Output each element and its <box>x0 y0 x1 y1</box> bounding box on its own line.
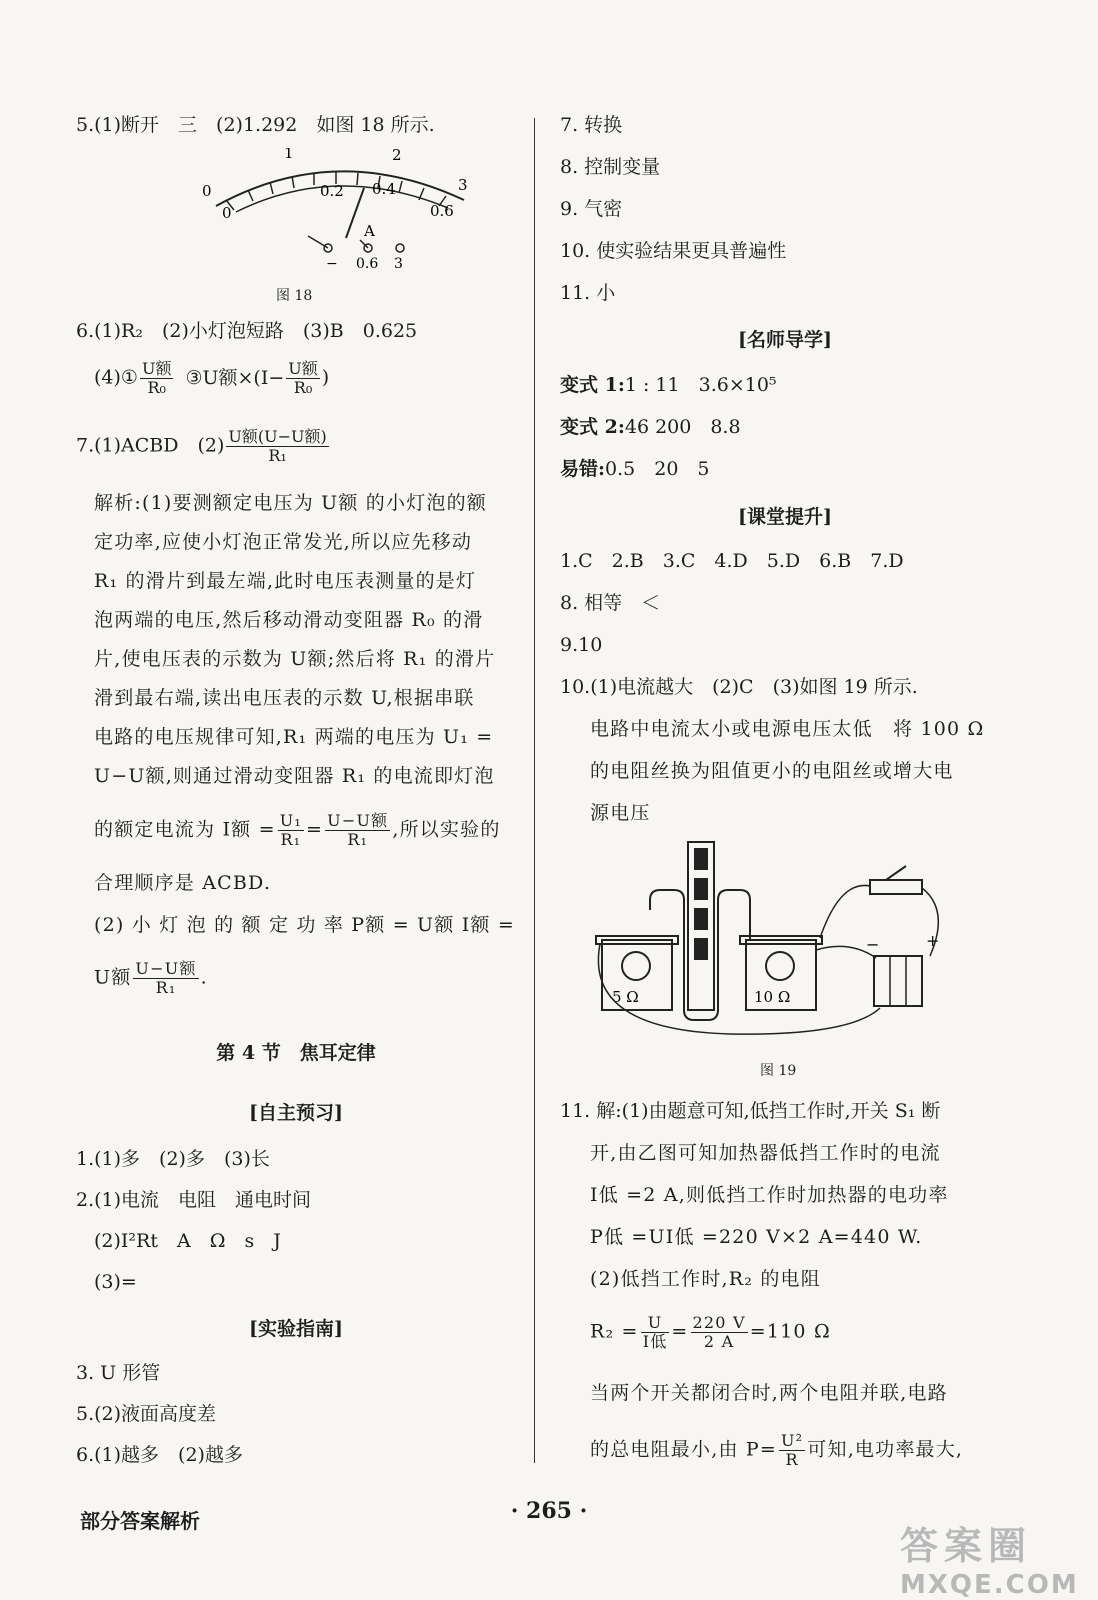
figure-19-caption: 图 19 <box>760 1063 797 1079</box>
heading-experiment: [实验指南] <box>249 1318 343 1340</box>
heading-class-improvement: [课堂提升] <box>738 506 832 528</box>
terminal-minus: − <box>326 256 338 272</box>
right-answer-9: 9. 气密 <box>560 198 623 220</box>
solution-11-line-5: (2)低挡工作时,R₂ 的电阻 <box>590 1268 821 1290</box>
analysis-equation-line: 的额定电流为 I额 = $\frac{\text{U₁}}{\text{R₁}}$ = $\frac{\text{U−U额}}{\text{R₁}}$ ,所以实验的 <box>94 811 501 849</box>
scale-label-small-0: 0 <box>222 204 232 222</box>
footer-section-label: 部分答案解析 <box>80 1509 200 1533</box>
analysis-conclusion: 合理顺序是 ACBD. <box>94 872 272 894</box>
terminal-3: 3 <box>394 256 403 272</box>
unit-label: A <box>364 222 375 240</box>
solution-11-equation: R₂ = $\frac{U}{\text{I低}}$ = $\frac{220 V}{2 A}$ =110 Ω <box>590 1313 831 1351</box>
right-answer-10: 10. 使实验结果更具普遍性 <box>560 240 787 262</box>
class-answer-9: 9.10 <box>560 634 603 656</box>
class-answers-1-7: 1.C 2.B 3.C 4.D 5.D 6.B 7.D <box>560 550 904 572</box>
solution-11-line-3: I低 =2 A,则低挡工作时加热器的电功率 <box>590 1184 949 1206</box>
scale-label-small-06: 0.6 <box>430 202 454 220</box>
terminal-06: 0.6 <box>356 256 379 272</box>
experiment-3: 3. U 形管 <box>76 1362 161 1384</box>
heading-preview: [自主预习] <box>249 1102 343 1124</box>
solution-11-line-7: 的总电阻最小,由 P= $\frac{\text{U²}}{R}$ 可知,电功率最大, <box>590 1431 964 1469</box>
solution-11-line-2: 开,由乙图可知加热器低挡工作时的电流 <box>590 1142 941 1164</box>
right-answer-8: 8. 控制变量 <box>560 156 661 178</box>
preview-2-part3: (3)= <box>94 1271 137 1293</box>
answer-5: 5.(1)断开 三 (2)1.292 如图 18 所示. <box>76 114 435 136</box>
experiment-5: 5.(2)液面高度差 <box>76 1403 217 1425</box>
page-number: · 265 · <box>510 1498 588 1524</box>
answer-7: 7.(1)ACBD (2) $\frac{\text{U额(U−U额)}}{\text{R₁}}$ <box>76 427 327 465</box>
analysis-line-5: 片,使电压表的示数为 U额;然后将 R₁ 的滑片 <box>94 648 496 670</box>
figure-19-circuit <box>590 840 990 1040</box>
answer-6-part4: (4)① $\frac{\text{U额}}{\text{R₀}}$ ③U额×(I− $\frac{\text{U额}}{\text{R₀}}$ ) <box>94 359 330 397</box>
preview-2-part2: (2)I²Rt A Ω s J <box>94 1230 281 1252</box>
analysis-part2-formula: U额 $\frac{\text{U−U额}}{\text{R₁}}$ . <box>94 959 208 997</box>
analysis-line-1: 解析:(1)要测额定电压为 U额 的小灯泡的额 <box>94 492 488 514</box>
experiment-6: 6.(1)越多 (2)越多 <box>76 1444 243 1466</box>
section-title: 第 4 节 焦耳定律 <box>216 1042 376 1064</box>
scale-label-1: 1 <box>284 148 294 162</box>
analysis-line-2: 定功率,应使小灯泡正常发光,所以应先移动 <box>94 531 473 553</box>
solution-11-line-6: 当两个开关都闭合时,两个电阻并联,电路 <box>590 1382 948 1404</box>
scale-label-2: 2 <box>392 148 402 164</box>
watermark-title: 答案圈 <box>900 1524 1033 1568</box>
analysis-line-8: U−U额,则通过滑动变阻器 R₁ 的电流即灯泡 <box>94 765 495 787</box>
analysis-line-4: 泡两端的电压,然后移动滑动变阻器 R₀ 的滑 <box>94 609 484 631</box>
class-answer-10: 10.(1)电流越大 (2)C (3)如图 19 所示. <box>560 676 918 698</box>
class-answer-8: 8. 相等 ＜ <box>560 592 661 614</box>
analysis-line-3: R₁ 的滑片到最左端,此时电压表测量的是灯 <box>94 570 477 592</box>
solution-11-line-1: 11. 解:(1)由题意可知,低挡工作时,开关 S₁ 断 <box>560 1100 941 1122</box>
analysis-line-6: 滑到最右端,读出电压表的示数 U,根据串联 <box>94 687 475 709</box>
preview-1: 1.(1)多 (2)多 (3)长 <box>76 1148 270 1170</box>
right-answer-11: 11. 小 <box>560 282 616 304</box>
solution-11-line-4: P低 =UI低 =220 V×2 A=440 W. <box>590 1226 923 1248</box>
scale-label-0: 0 <box>202 182 212 200</box>
watermark-url: MXQE.COM <box>900 1570 1079 1600</box>
preview-2: 2.(1)电流 电阻 通电时间 <box>76 1189 312 1211</box>
analysis-line-7: 电路的电压规律可知,R₁ 两端的电压为 U₁ = <box>94 726 494 748</box>
common-error: 易错:0.5 20 5 <box>560 458 710 480</box>
battery-plus: + <box>926 931 940 950</box>
answer-6: 6.(1)R₂ (2)小灯泡短路 (3)B 0.625 <box>76 320 418 342</box>
watermark-logo <box>900 1515 1079 1600</box>
variant-2: 变式 2:46 200 8.8 <box>560 416 741 438</box>
resistor-10-label: 10 Ω <box>754 988 791 1006</box>
figure-18-ammeter <box>196 148 516 278</box>
class-answer-10-line-3: 源电压 <box>590 802 651 824</box>
scale-label-small-02: 0.2 <box>320 182 344 200</box>
class-answer-10-line-2: 的电阻丝换为阻值更小的电阻丝或增大电 <box>590 760 954 782</box>
scale-label-small-04: 0.4 <box>372 180 396 198</box>
right-answer-7: 7. 转换 <box>560 114 623 136</box>
analysis-part2: (2) 小 灯 泡 的 额 定 功 率 P额 = U额 I额 = <box>94 914 515 936</box>
scale-label-3: 3 <box>458 176 468 194</box>
resistor-5-label: 5 Ω <box>612 988 639 1006</box>
class-answer-10-line-1: 电路中电流太小或电源电压太低 将 100 Ω <box>590 718 985 740</box>
heading-teacher-guide: [名师导学] <box>738 329 832 351</box>
figure-18-caption: 图 18 <box>276 288 313 304</box>
battery-minus: − <box>866 935 880 954</box>
variant-1: 变式 1:1 : 11 3.6×10⁵ <box>560 374 777 396</box>
column-divider <box>534 118 535 1463</box>
